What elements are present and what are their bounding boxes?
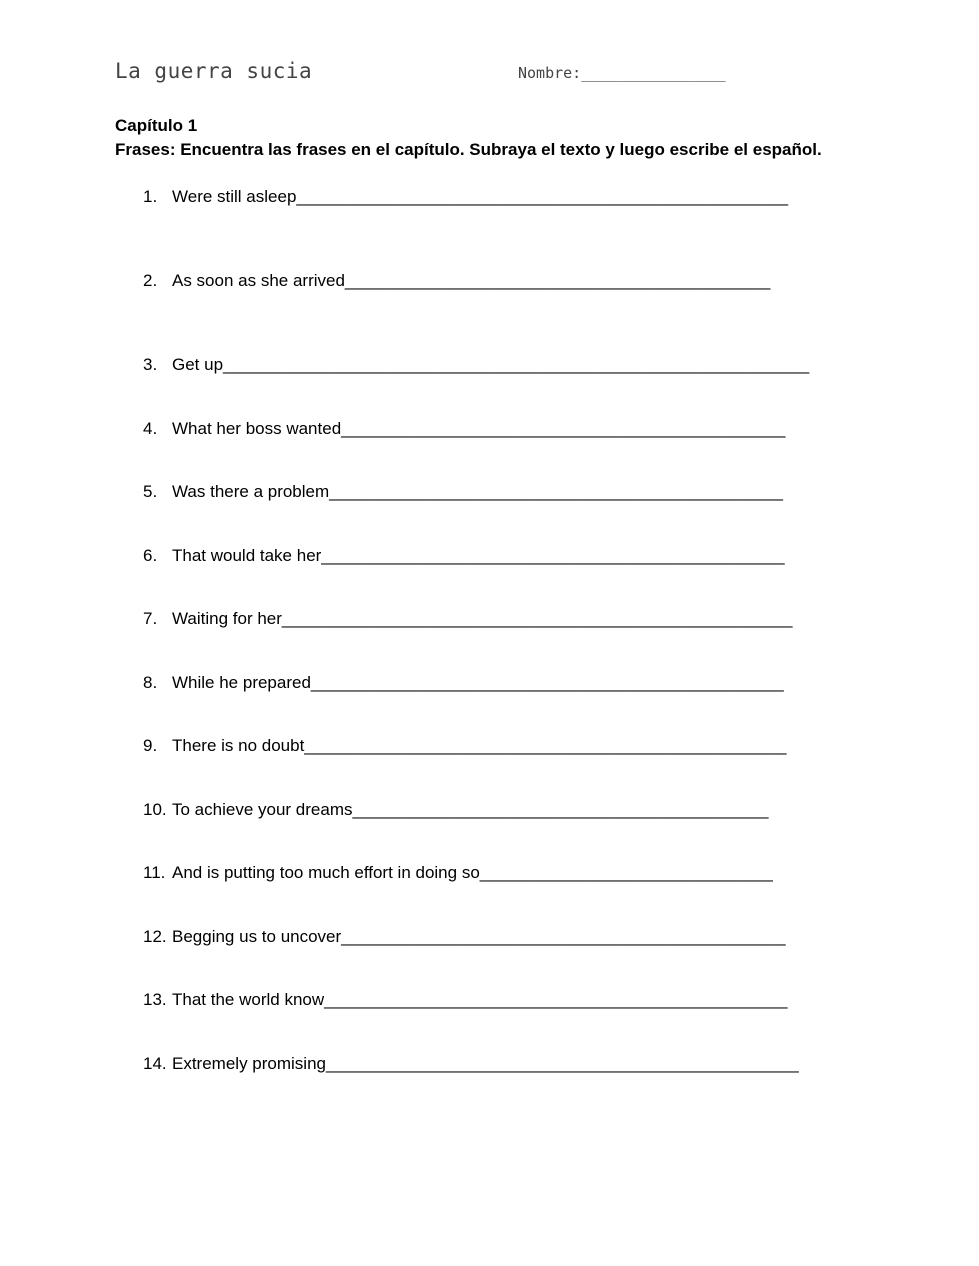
item-number: 2.	[143, 271, 158, 290]
list-item	[143, 609, 792, 629]
item-text: That the world know_________________________________________________	[172, 990, 788, 1009]
item-text: Was there a problem________________________________________________	[172, 482, 783, 501]
item-number: 10.	[143, 800, 167, 819]
item-number: 11.	[143, 863, 166, 882]
item-number: 7.	[143, 609, 158, 628]
item-text: Were still asleep____________________________________________________	[172, 187, 789, 206]
list-item	[143, 736, 787, 756]
list-item	[143, 990, 787, 1010]
name-field: Nombre:________________	[518, 64, 726, 82]
list-item	[143, 927, 786, 947]
chapter-heading: Capítulo 1	[115, 116, 198, 135]
item-number: 14.	[143, 1054, 167, 1073]
item-text: And is putting too much effort in doing so_______________________________	[172, 863, 773, 882]
item-number: 6.	[143, 546, 158, 565]
list-item	[143, 419, 786, 439]
item-text: Extremely promising__________________________________________________	[172, 1054, 799, 1073]
instructions: Frases: Encuentra las frases en el capítulo. Subraya el texto y luego escribe el español.	[115, 140, 822, 159]
item-text: To achieve your dreams____________________________________________	[172, 800, 769, 819]
list-item	[143, 187, 788, 207]
item-text: While he prepared__________________________________________________	[172, 673, 784, 692]
item-text: Waiting for her______________________________________________________	[172, 609, 793, 628]
item-number: 3.	[143, 355, 158, 374]
item-text: What her boss wanted_______________________________________________	[172, 419, 786, 438]
item-text: Get up______________________________________________________________	[172, 355, 810, 374]
list-item	[143, 800, 768, 820]
item-number: 12.	[143, 927, 167, 946]
list-item	[143, 673, 784, 693]
list-item	[143, 271, 770, 291]
item-number: 8.	[143, 673, 158, 692]
item-text: There is no doubt___________________________________________________	[172, 736, 787, 755]
list-item	[143, 355, 809, 375]
item-text: As soon as she arrived_____________________________________________	[172, 271, 771, 290]
item-text: That would take her_________________________________________________	[172, 546, 785, 565]
list-item	[143, 546, 785, 566]
item-number: 4.	[143, 419, 158, 438]
document-title: La guerra sucia	[115, 59, 313, 83]
item-number: 13.	[143, 990, 167, 1009]
item-number: 5.	[143, 482, 158, 501]
item-text: Begging us to uncover_______________________________________________	[172, 927, 786, 946]
item-number: 1.	[143, 187, 158, 206]
list-item	[143, 863, 773, 883]
item-number: 9.	[143, 736, 158, 755]
list-item	[143, 1054, 799, 1074]
list-item	[143, 482, 783, 502]
